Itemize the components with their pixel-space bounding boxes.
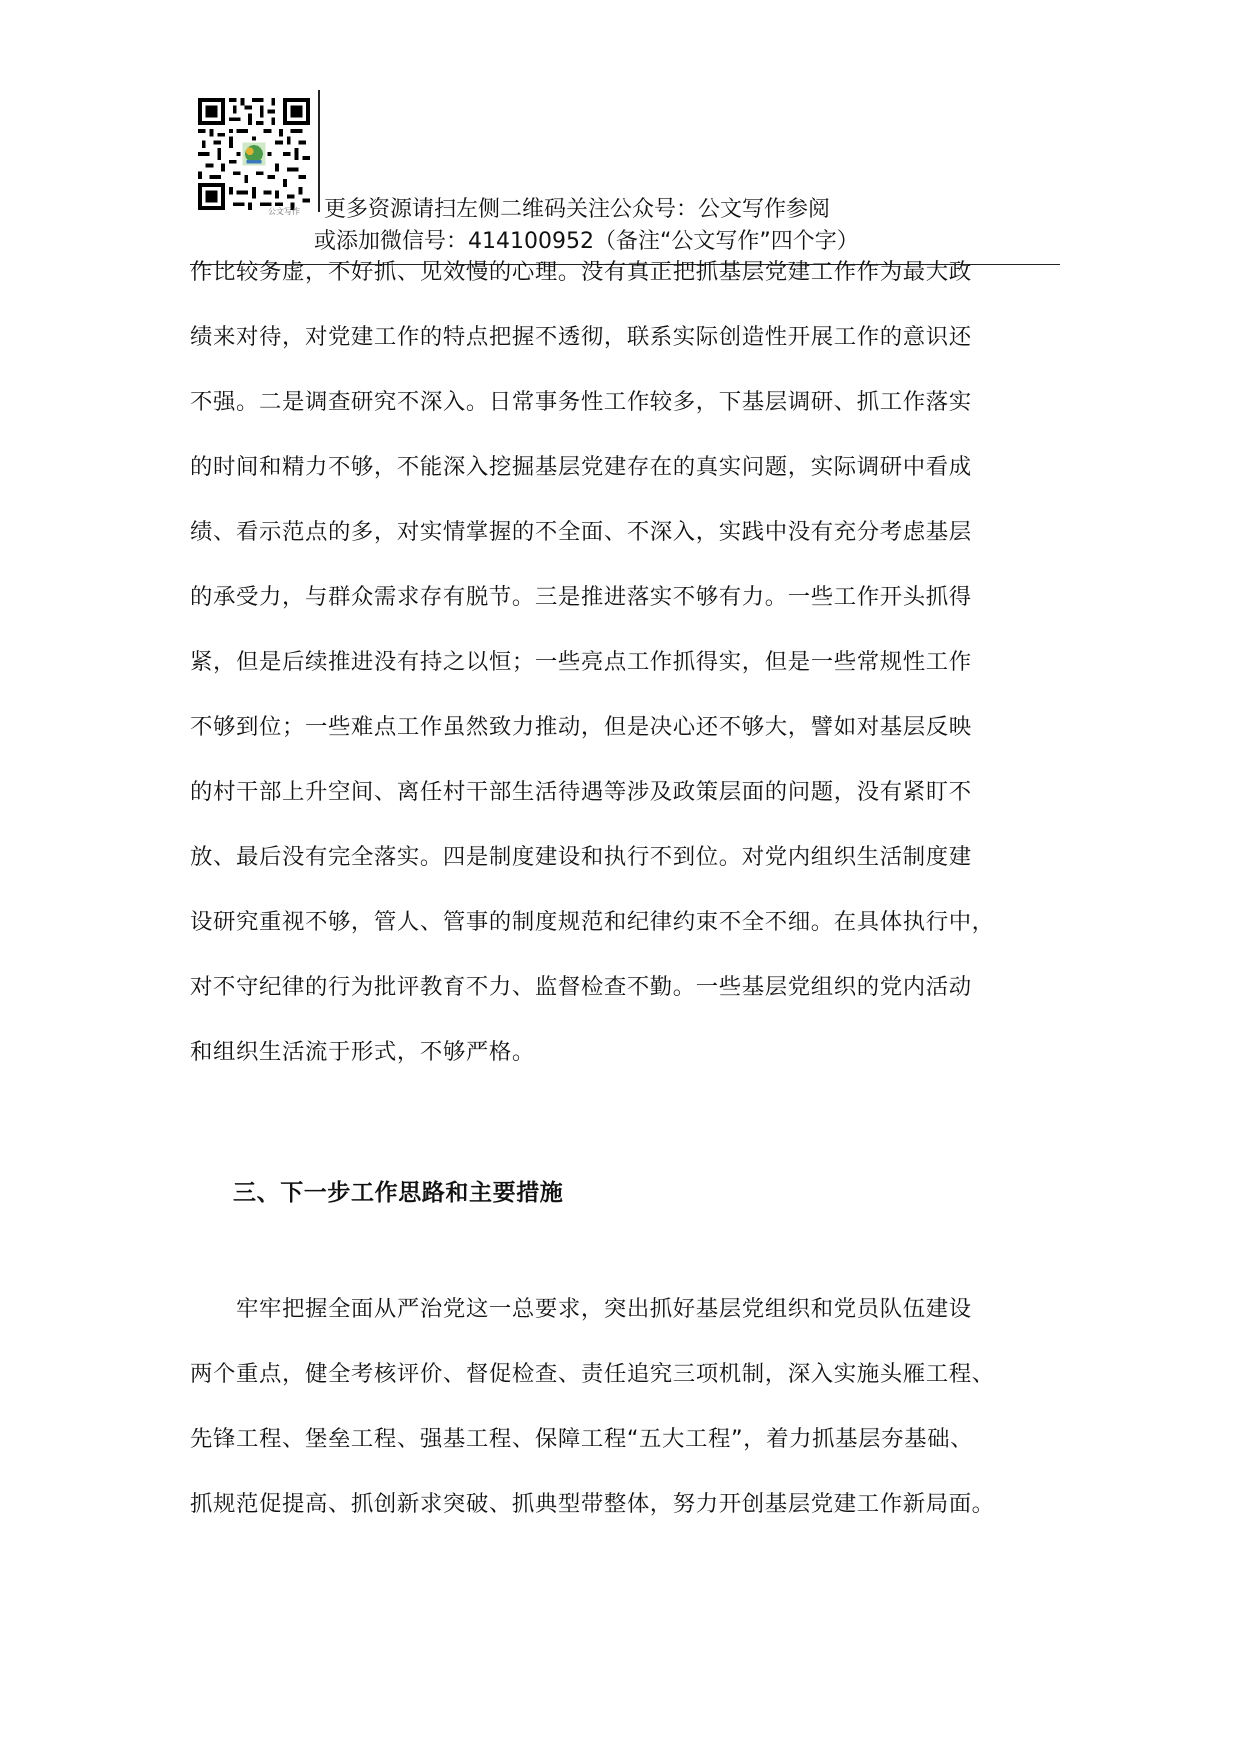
paragraph-1-line: 和组织生活流于形式，不够严格。: [190, 1039, 535, 1065]
paragraph-1-line: 设研究重视不够，管人、管事的制度规范和纪律约束不全不细。在具体执行中，: [190, 909, 995, 935]
paragraph-2-line: 抓规范促提高、抓创新求突破、抓典型带整体，努力开创基层党建工作新局面。: [190, 1491, 995, 1517]
header-text-line-2: 或添加微信号：414100952（备注“公文写作”四个字）: [314, 229, 859, 254]
paragraph-1-line: 紧，但是后续推进没有持之以恒；一些亮点工作抓得实，但是一些常规性工作: [190, 649, 972, 675]
paragraph-2-line: 两个重点，健全考核评价、督促检查、责任追究三项机制，深入实施头雁工程、: [190, 1361, 995, 1387]
qr-caption: 公文写作: [268, 207, 300, 216]
paragraph-2-line: 先锋工程、堡垒工程、强基工程、保障工程“五大工程”，着力抓基层夯基础、: [190, 1426, 974, 1452]
paragraph-1-line: 绩、看示范点的多，对实情掌握的不全面、不深入，实践中没有充分考虑基层: [190, 519, 972, 545]
paragraph-1-line: 不够到位；一些难点工作虽然致力推动，但是决心还不够大，譬如对基层反映: [190, 714, 972, 740]
paragraph-1-line: 作比较务虚，不好抓、见效慢的心理。没有真正把抓基层党建工作作为最大政: [190, 259, 972, 285]
page-header: [190, 88, 1060, 265]
paragraph-1-line: 绩来对待，对党建工作的特点把握不透彻，联系实际创造性开展工作的意识还: [190, 324, 972, 350]
paragraph-1-line: 放、最后没有完全落实。四是制度建设和执行不到位。对党内组织生活制度建: [190, 844, 972, 870]
section-heading: 三、下一步工作思路和主要措施: [233, 1180, 564, 1206]
header-text-line-1: 更多资源请扫左侧二维码关注公众号：公文写作参阅: [324, 197, 831, 222]
qr-code-icon[interactable]: [198, 98, 310, 210]
paragraph-2-line: 牢牢把握全面从严治党这一总要求，突出抓好基层党组织和党员队伍建设: [190, 1296, 972, 1322]
header-divider: [318, 90, 320, 212]
paragraph-1-line: 的时间和精力不够，不能深入挖掘基层党建存在的真实问题，实际调研中看成: [190, 454, 972, 480]
paragraph-1-line: 不强。二是调查研究不深入。日常事务性工作较多，下基层调研、抓工作落实: [190, 389, 972, 415]
paragraph-1-line: 的承受力，与群众需求存有脱节。三是推进落实不够有力。一些工作开头抓得: [190, 584, 972, 610]
paragraph-1-line: 对不守纪律的行为批评教育不力、监督检查不勤。一些基层党组织的党内活动: [190, 974, 972, 1000]
paragraph-1-line: 的村干部上升空间、离任村干部生活待遇等涉及政策层面的问题，没有紧盯不: [190, 779, 972, 805]
